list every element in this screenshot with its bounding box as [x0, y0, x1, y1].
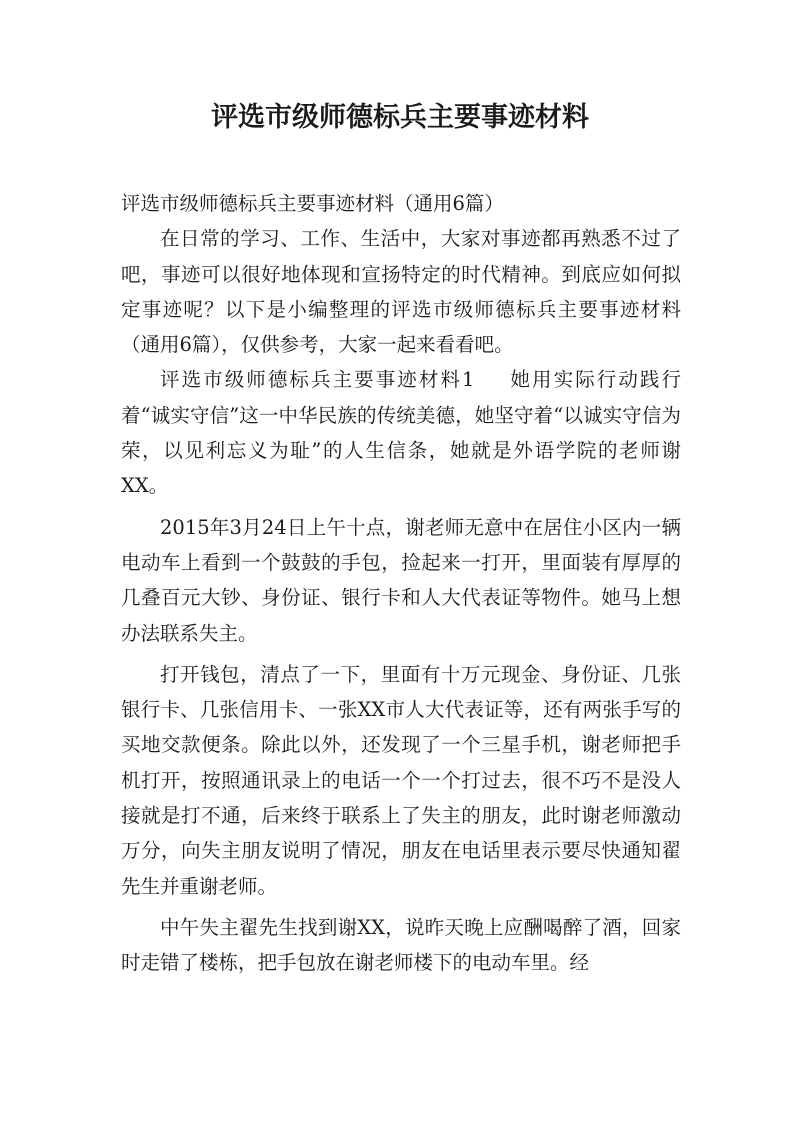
document-title: 评选市级师德标兵主要事迹材料 [211, 102, 589, 133]
body-paragraph: 打开钱包，清点了一下，里面有十万元现金、身份证、几张银行卡、几张信用卡、一张XX市人大代表证等，还有两张手写的买地交款便条。除此以外，还发现了一个三星手机，谢老师把手机打开，按照通讯录上的电话一个一个打过去，很不巧不是没人接就是打不通，后来终于联系上了失主的朋友，此时谢老师激动万分，向失主朋友说明了情况，朋友在电话里表示要尽快通知翟先生并重谢老师。 [121, 662, 681, 898]
section-1-heading: 评选市级师德标兵主要事迹材料1 [160, 368, 475, 392]
section-1-text: 她用实际行动践行着“诚实守信”这一中华民族的传统美德，她坚守着“以诚实守信为荣，以见利忘义为耻”的人生信条，她就是外语学院的老师谢XX。 [121, 368, 681, 498]
document-body [121, 186, 681, 981]
document-subtitle: 评选市级师德标兵主要事迹材料（通用6篇） [121, 192, 504, 215]
body-paragraph: 2015年3月24日上午十点，谢老师无意中在居住小区内一辆电动车上看到一个鼓鼓的手包，捡起来一打开，里面装有厚厚的几叠百元大钞、身份证、银行卡和人大代表证等物件。她马上想办法联系失主。 [121, 515, 681, 645]
body-paragraph: 中午失主翟先生找到谢XX，说昨天晚上应酬喝醉了酒，回家时走错了楼栋，把手包放在谢老师楼下的电动车里。经 [121, 915, 681, 975]
intro-paragraph: 在日常的学习、工作、生活中，大家对事迹都再熟悉不过了吧，事迹可以很好地体现和宣扬特定的时代精神。到底应如何拟定事迹呢？以下是小编整理的评选市级师德标兵主要事迹材料（通用6篇），仅供参考，大家一起来看看吧。 [121, 227, 681, 357]
section-1-paragraph [121, 362, 681, 503]
